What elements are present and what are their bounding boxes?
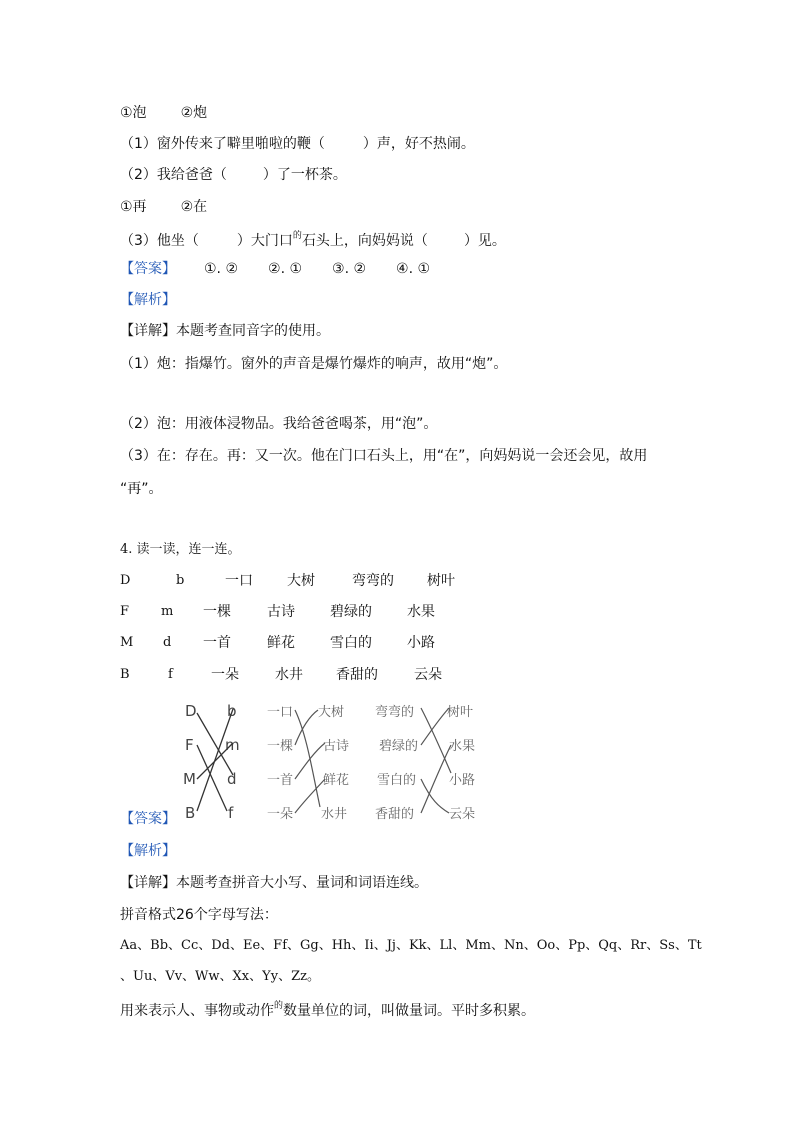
grid-cell: 一朵 xyxy=(211,667,239,683)
diagram-lower: m xyxy=(225,736,240,754)
diagram-adj: 香甜的 xyxy=(375,807,415,822)
diagram-lower: d xyxy=(227,770,237,788)
grid-cell: 大树 xyxy=(287,573,315,589)
grid-cell: F xyxy=(120,604,130,619)
measure-def-pre: 用来表示人、事物或动作 xyxy=(120,1003,274,1019)
answer-line xyxy=(120,260,430,278)
options-row-a xyxy=(120,104,207,122)
analysis-tag: 【解析】 xyxy=(120,292,176,308)
diagram-measure: 一口 xyxy=(267,705,294,720)
connector-line xyxy=(197,709,233,811)
grid-cell: 小路 xyxy=(407,635,435,651)
diagram-noun: 大树 xyxy=(318,705,345,720)
diagram-adj: 弯弯的 xyxy=(375,705,415,720)
question-4-title: 4. 读一读，连一连。 xyxy=(120,542,241,557)
grid-cell: 碧绿的 xyxy=(330,604,372,620)
grid-cell: 古诗 xyxy=(267,604,295,620)
option-1: ①泡 xyxy=(120,105,147,121)
sentence-3 xyxy=(120,232,506,252)
grid-cell: M xyxy=(120,635,134,650)
diagram-thing: 小路 xyxy=(449,773,476,788)
option-2: ②在 xyxy=(180,199,208,215)
matching-diagram xyxy=(175,695,495,830)
sentence-3-sup: 的 xyxy=(292,231,302,241)
diagram-upper: D xyxy=(185,702,197,720)
grid-cell: D xyxy=(120,573,131,588)
grid-cell: m xyxy=(161,604,174,619)
diagram-noun: 古诗 xyxy=(323,739,350,754)
grid-cell: b xyxy=(176,573,185,588)
grid-cell: d xyxy=(163,635,172,650)
pinyin-intro: 拼音格式26个字母写法： xyxy=(120,907,278,923)
connector-line xyxy=(295,710,320,807)
grid-cell: f xyxy=(168,667,173,682)
measure-def-post: 数量单位的词，叫做量词。平时多积累。 xyxy=(283,1003,536,1019)
sentence-2 xyxy=(120,166,347,184)
sentence-2-post: ）了一杯茶。 xyxy=(262,167,347,183)
sentence-1 xyxy=(120,135,475,153)
diagram-measure: 一朵 xyxy=(267,807,294,822)
alphabet-line-1: Aa、Bb、Cc、Dd、Ee、Ff、Gg、Hh、Ii、Jj、Kk、Ll、Mm、Nn、Oo、Pp、Qq、Rr、Ss、Tt xyxy=(120,938,702,953)
grid-cell: 雪白的 xyxy=(330,635,372,651)
connector-line xyxy=(421,708,449,745)
sentence-2-pre: （2）我给爸爸（ xyxy=(120,167,227,183)
connector-line xyxy=(421,779,449,813)
answer-item-1: ①. ② xyxy=(204,261,239,277)
connector-line xyxy=(197,745,227,811)
option-2: ②炮 xyxy=(180,105,208,121)
diagram-lower: f xyxy=(228,804,234,822)
detail-line: 【详解】本题考查同音字的使用。 xyxy=(120,323,330,339)
diagram-lower: b xyxy=(227,702,237,720)
diagram-upper: F xyxy=(185,736,194,754)
alphabet-line-2: 、Uu、Vv、Ww、Xx、Yy、Zz。 xyxy=(120,969,320,984)
grid-cell: B xyxy=(120,667,130,682)
grid-cell: 水果 xyxy=(407,604,435,620)
diagram-thing: 水果 xyxy=(449,739,476,754)
sentence-1-pre: （1）窗外传来了噼里啪啦的鞭（ xyxy=(120,136,325,152)
grid-cell: 树叶 xyxy=(427,573,455,589)
measure-definition xyxy=(120,1002,535,1022)
diagram-measure: 一首 xyxy=(267,773,294,788)
diagram-noun: 水井 xyxy=(321,807,348,822)
diagram-adj: 雪白的 xyxy=(377,773,417,788)
answer-item-3: ③. ② xyxy=(332,261,367,277)
diagram-upper: M xyxy=(183,770,196,788)
diagram-measure: 一棵 xyxy=(267,739,294,754)
diagram-adj: 碧绿的 xyxy=(379,739,419,754)
grid-cell: 弯弯的 xyxy=(352,573,394,589)
analysis-tag-4: 【解析】 xyxy=(120,843,176,859)
measure-def-sup: 的 xyxy=(274,1001,284,1011)
options-row-b xyxy=(120,198,207,216)
sentence-3-post: ）见。 xyxy=(463,233,506,249)
answer-tag-4: 【答案】 xyxy=(120,811,176,827)
diagram-thing: 云朵 xyxy=(449,807,476,822)
explanation-1: （1）炮：指爆竹。窗外的声音是爆竹爆炸的响声，故用“炮”。 xyxy=(120,356,508,372)
grid-cell: 水井 xyxy=(275,667,303,683)
sentence-3-mid2: 石头上，向妈妈说（ xyxy=(301,233,428,249)
diagram-upper: B xyxy=(185,804,196,822)
connector-line xyxy=(295,710,318,745)
explanation-3a: （3）在：存在。再：又一次。他在门口石头上，用“在”，向妈妈说一会还会见，故用 xyxy=(120,448,648,464)
grid-cell: 云朵 xyxy=(414,667,442,683)
explanation-3b: “再”。 xyxy=(120,481,163,497)
sentence-3-pre: （3）他坐（ xyxy=(120,233,199,249)
grid-cell: 鲜花 xyxy=(267,635,295,651)
grid-cell: 一首 xyxy=(203,635,231,651)
explanation-2: （2）泡：用液体浸物品。我给爸爸喝茶，用“泡”。 xyxy=(120,416,438,432)
grid-cell: 香甜的 xyxy=(336,667,378,683)
option-1: ①再 xyxy=(120,199,147,215)
answer-tag: 【答案】 xyxy=(120,261,176,277)
sentence-1-post: ）声，好不热闹。 xyxy=(362,136,475,152)
grid-cell: 一口 xyxy=(225,573,253,589)
detail-line-4: 【详解】本题考查拼音大小写、量词和词语连线。 xyxy=(120,875,428,891)
sentence-3-mid1: ）大门口 xyxy=(236,233,293,249)
answer-item-2: ②. ① xyxy=(268,261,303,277)
diagram-thing: 树叶 xyxy=(447,705,474,720)
grid-cell: 一棵 xyxy=(203,604,231,620)
answer-item-4: ④. ① xyxy=(396,261,431,277)
diagram-noun: 鲜花 xyxy=(323,773,350,788)
